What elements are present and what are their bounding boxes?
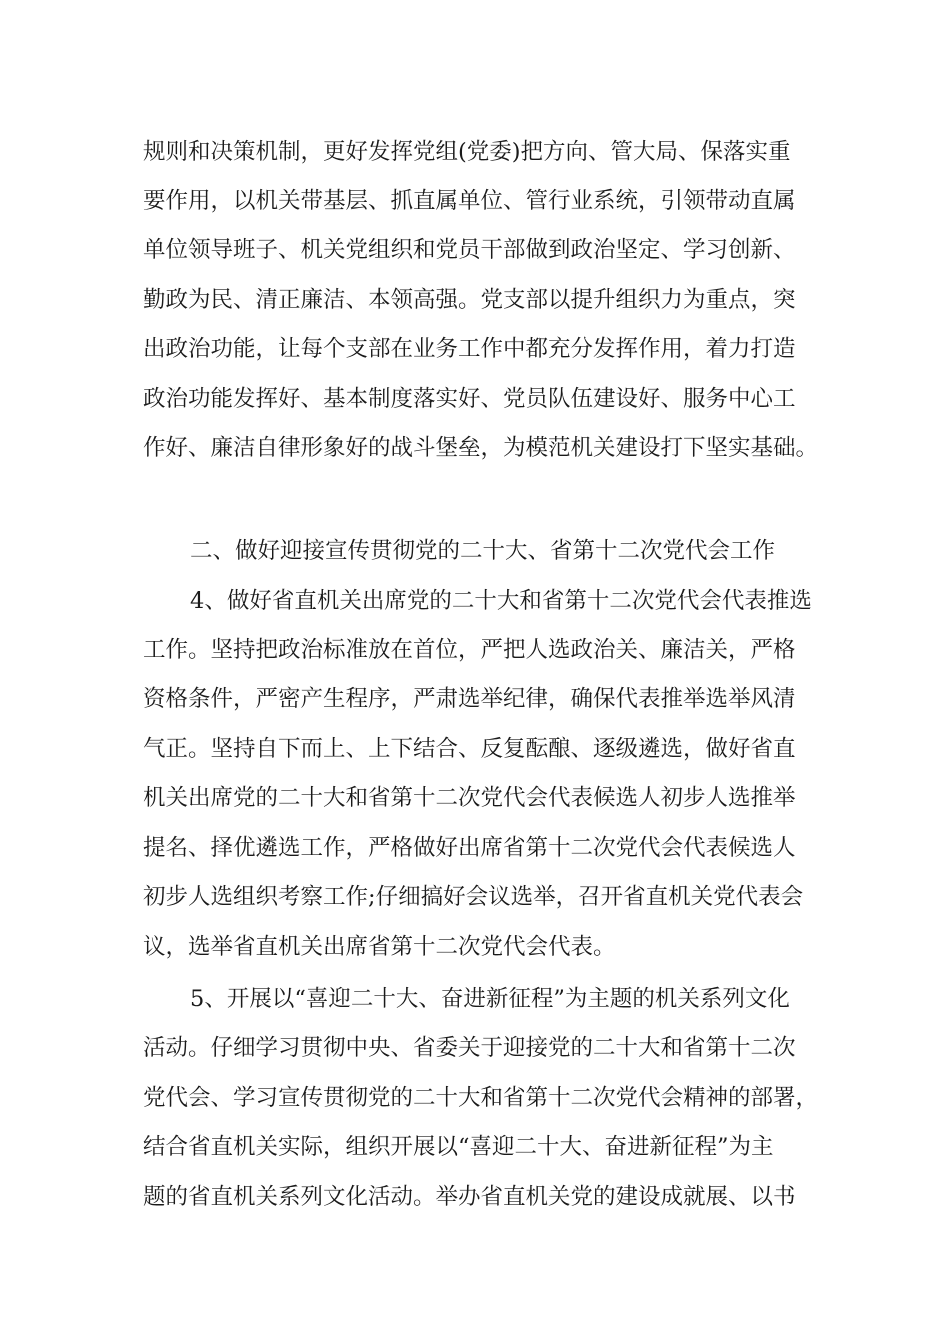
body-text-line: 结合省直机关实际，组织开展以“喜迎二十大、奋进新征程”为主: [143, 1134, 774, 1160]
body-text-line: 初步人选组织考察工作;仔细搞好会议选举，召开省直机关党代表会: [143, 884, 804, 910]
body-text-line: 活动。仔细学习贯彻中央、省委关于迎接党的二十大和省第十二次: [143, 1035, 796, 1061]
section-heading: 二、做好迎接宣传贯彻党的二十大、省第十二次党代会工作: [190, 538, 776, 564]
body-text-line: 机关出席党的二十大和省第十二次党代会代表候选人初步人选推举: [143, 785, 796, 811]
body-text-line: 党代会、学习宣传贯彻党的二十大和省第十二次党代会精神的部署，: [143, 1085, 819, 1111]
body-text-line: 工作。坚持把政治标准放在首位，严把人选政治关、廉洁关，严格: [143, 637, 796, 663]
paragraph-5-first-line: 5、开展以“喜迎二十大、奋进新征程”为主题的机关系列文化: [190, 986, 790, 1012]
body-text-line: 要作用，以机关带基层、抓直属单位、管行业系统，引领带动直属: [143, 188, 796, 214]
body-text-line: 单位领导班子、机关党组织和党员干部做到政治坚定、学习创新、: [143, 237, 796, 263]
body-text-line: 议，选举省直机关出席省第十二次党代会代表。: [143, 934, 616, 960]
body-text-line: 题的省直机关系列文化活动。举办省直机关党的建设成就展、以书: [143, 1184, 796, 1210]
body-text-line: 规则和决策机制，更好发挥党组(党委)把方向、管大局、保落实重: [143, 139, 791, 165]
body-text-line: 政治功能发挥好、基本制度落实好、党员队伍建设好、服务中心工: [143, 386, 796, 412]
body-text-line: 作好、廉洁自律形象好的战斗堡垒，为模范机关建设打下坚实基础。: [143, 435, 819, 461]
body-text-line: 出政治功能，让每个支部在业务工作中都充分发挥作用，着力打造: [143, 336, 796, 362]
body-text-line: 提名、择优遴选工作，严格做好出席省第十二次党代会代表候选人: [143, 835, 796, 861]
body-text-line: 资格条件，严密产生程序，严肃选举纪律，确保代表推举选举风清: [143, 686, 796, 712]
body-text-line: 勤政为民、清正廉洁、本领高强。党支部以提升组织力为重点，突: [143, 287, 796, 313]
body-text-line: 气正。坚持自下而上、上下结合、反复酝酿、逐级遴选，做好省直: [143, 736, 796, 762]
paragraph-4-first-line: 4、做好省直机关出席党的二十大和省第十二次党代会代表推选: [190, 588, 812, 614]
